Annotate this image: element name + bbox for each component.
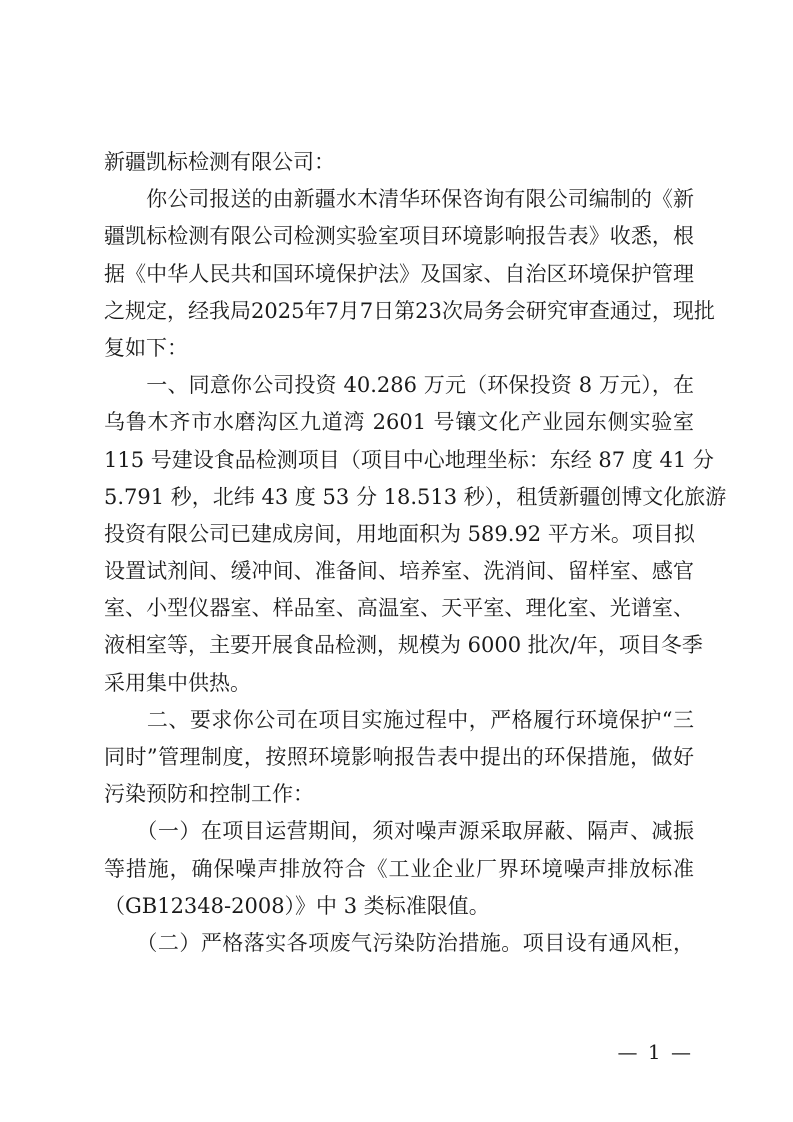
paragraph-line: 采用集中供热。 [104,670,251,695]
paragraph-line: 设置试剂间、缓冲间、准备间、培养室、洗消间、留样室、感官 [104,559,694,584]
paragraph-line: 等措施，确保噪声排放符合《工业企业厂界环境噪声排放标准 [104,856,694,881]
paragraph-line: 室、小型仪器室、样品室、高温室、天平室、理化室、光谱室、 [104,596,694,621]
paragraph-subsection-2 [104,925,694,962]
paragraph-section-1 [104,367,727,702]
paragraph-line: （GB12348-2008）》中 3 类标准限值。 [104,893,490,918]
paragraph-line: 115 号建设食品检测项目（项目中心地理坐标：东经 87 度 41 分 [104,447,714,472]
paragraph-intro [104,181,715,367]
paragraph-line: 液相室等，主要开展食品检测，规模为 6000 批次/年，项目冬季 [104,633,703,658]
paragraph-line: 据《中华人民共和国环境保护法》及国家、自治区环境保护管理 [104,261,694,286]
paragraph-line: 污染预防和控制工作： [104,782,314,807]
paragraph-line: 疆凯标检测有限公司检测实验室项目环境影响报告表》收悉，根 [104,224,694,249]
paragraph-line: 复如下： [104,335,188,360]
document-body [104,144,727,962]
paragraph-subsection-1 [104,813,694,925]
paragraph-line: 5.791 秒，北纬 43 度 53 分 18.513 秒），租赁新疆创博文化旅游 [104,484,727,509]
paragraph-line: 之规定，经我局2025年7月7日第23次局务会研究审查通过，现批 [104,298,715,323]
paragraph-line: 二、要求你公司在项目实施过程中，严格履行环境保护“三 [104,707,694,732]
paragraph-section-2 [104,702,694,814]
paragraph-line: 你公司报送的由新疆水木清华环保咨询有限公司编制的《新 [104,187,694,212]
paragraph-line: 投资有限公司已建成房间，用地面积为 589.92 平方米。项目拟 [104,521,695,546]
paragraph-line: 乌鲁木齐市水磨沟区九道湾 2601 号镶文化产业园东侧实验室 [104,410,694,435]
paragraph-line: （一）在项目运营期间，须对噪声源采取屏蔽、隔声、减振 [104,819,694,844]
salutation: 新疆凯标检测有限公司： [104,150,335,174]
page-number: — 1 — [617,1040,693,1064]
paragraph-line: 同时”管理制度，按照环境影响报告表中提出的环保措施，做好 [104,745,694,769]
paragraph-line: （二）严格落实各项废气污染防治措施。项目设有通风柜， [104,930,694,955]
paragraph-line: 一、同意你公司投资 40.286 万元（环保投资 8 万元），在 [104,373,694,398]
